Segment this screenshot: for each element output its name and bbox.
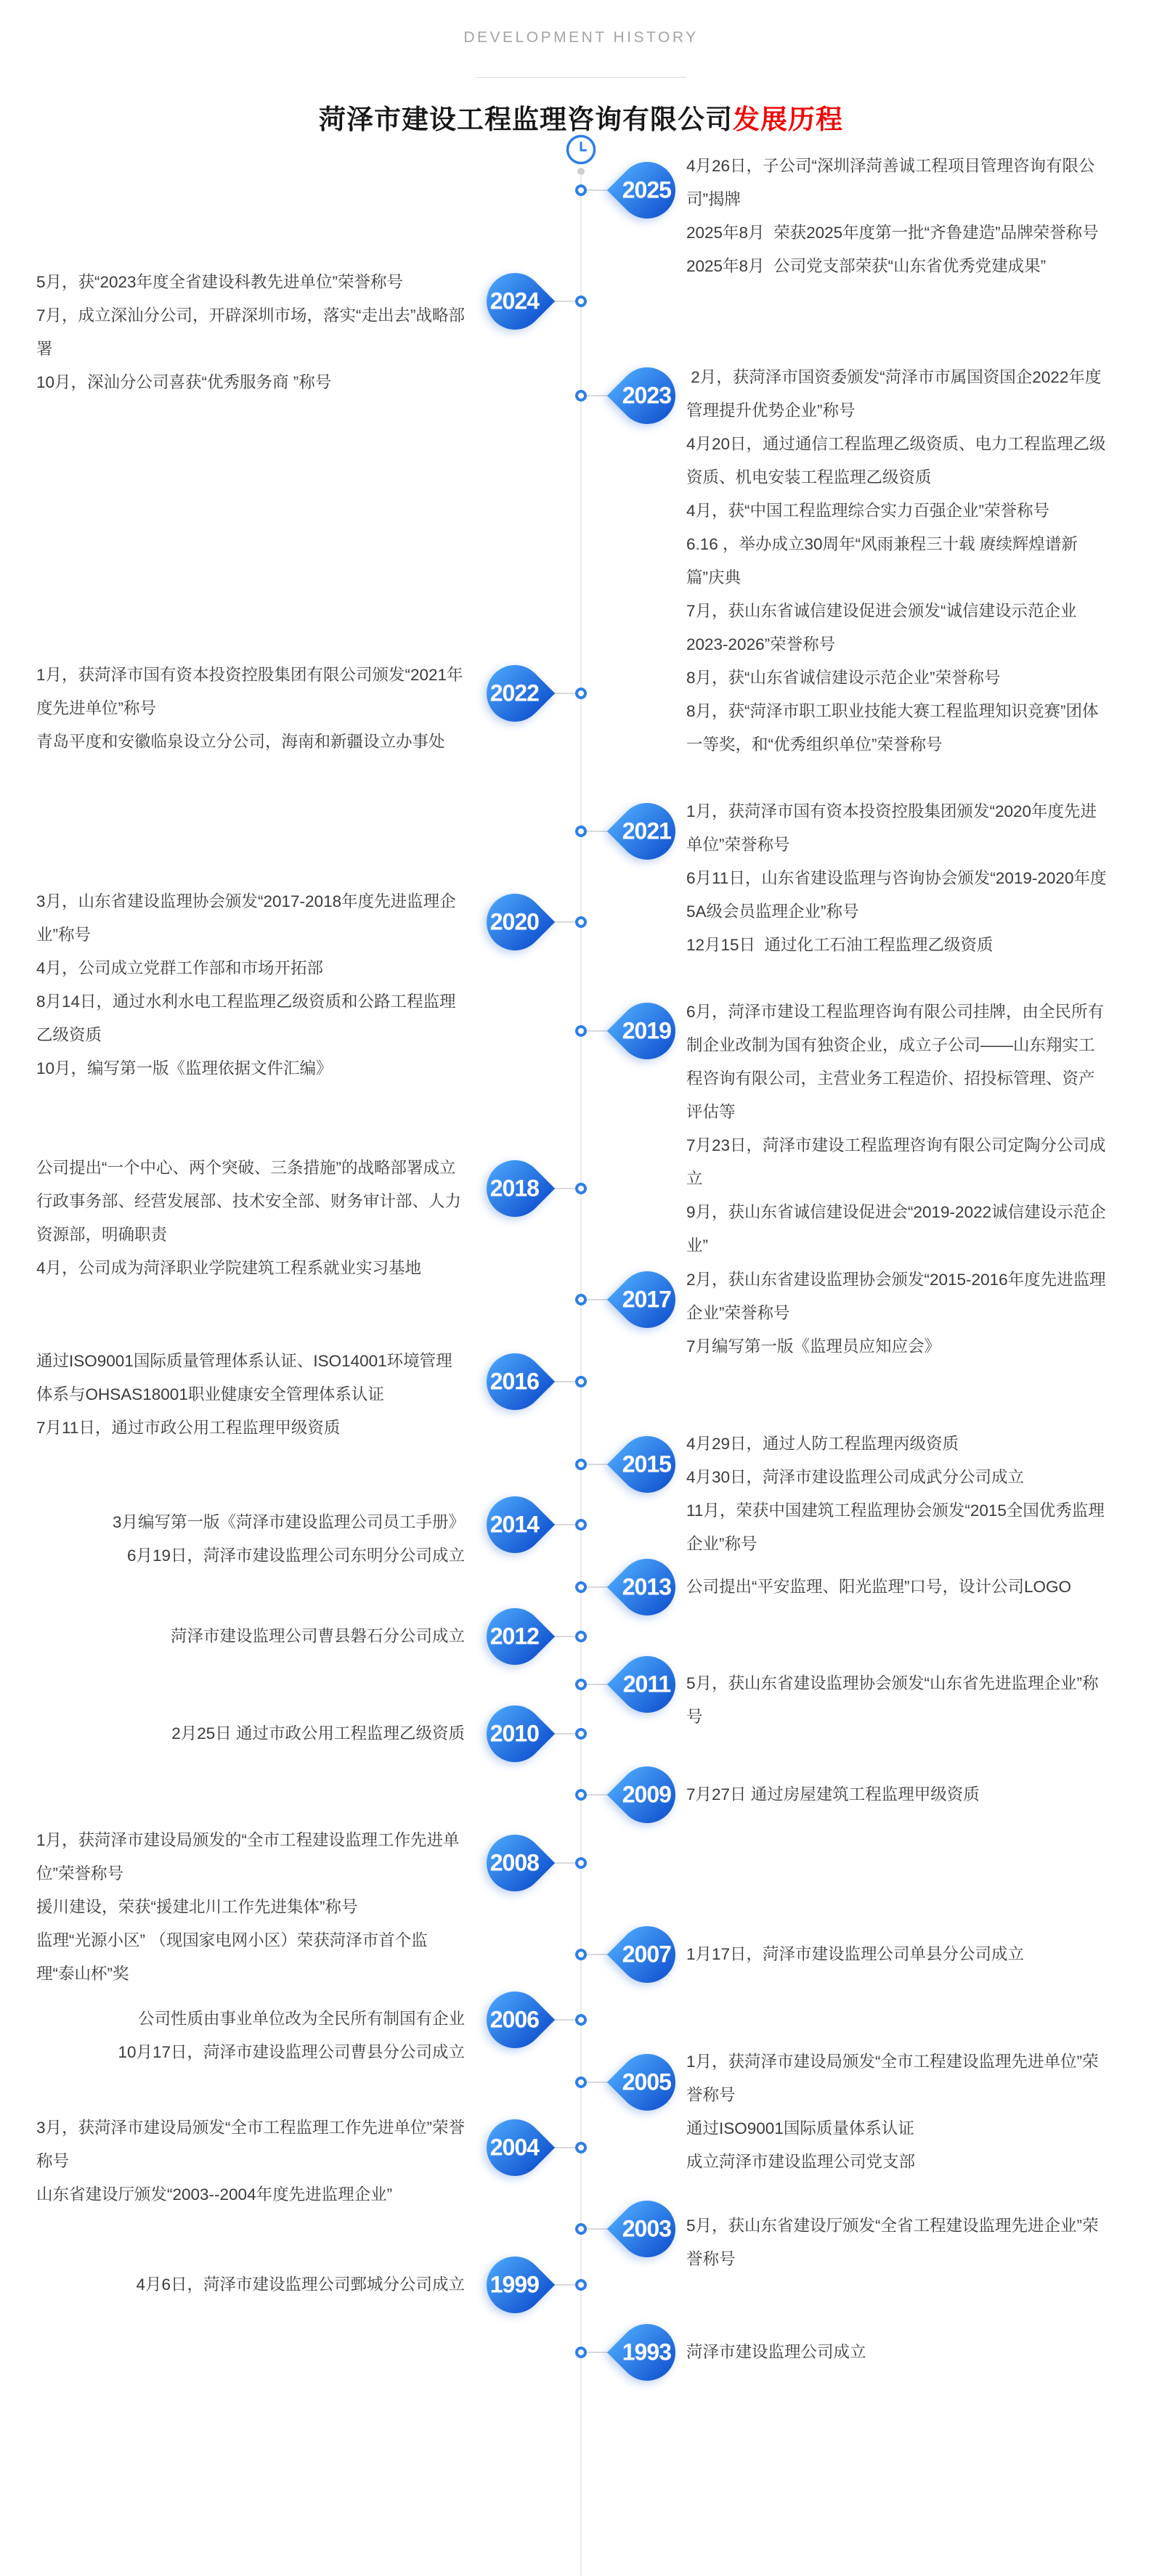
year-label: 2023 [622, 382, 672, 409]
timeline-events [686, 1938, 1108, 1971]
event-text: 3月编写第一版《菏泽市建设监理公司员工手册》 [112, 1513, 465, 1531]
timeline-dot [575, 1294, 587, 1305]
timeline-dot [575, 1631, 587, 1642]
year-bubble [475, 653, 555, 733]
timeline-dot [575, 295, 587, 307]
year-bubble [607, 2042, 687, 2122]
event-text: 4月29日，通过人防工程监理丙级资质 [686, 1435, 959, 1453]
event-text: 8月14日，通过水利水电工程监理乙级资质和公路工程监理乙级资质 [36, 993, 456, 1044]
event-text: 4月6日，菏泽市建设监理公司鄄城分公司成立 [136, 2275, 465, 2294]
timeline-events [36, 2111, 465, 2212]
event-text: 2月，获山东省建设监理协会颁发“2015-2016年度先进监理企业”荣誉称号 [686, 1271, 1106, 1322]
event-text: 4月30日，菏泽市建设监理公司成武分公司成立 [686, 1468, 1025, 1486]
event-text: 7月23日，菏泽市建设工程监理咨询有限公司定陶分公司成立 [686, 1136, 1106, 1188]
event-text: 1月17日，菏泽市建设监理公司单县分公司成立 [686, 1945, 1025, 1963]
timeline-dot [575, 2347, 587, 2358]
timeline-events [36, 1152, 465, 1285]
year-label: 2008 [490, 1849, 540, 1876]
timeline-dot [575, 2014, 587, 2026]
year-label: 2005 [622, 2068, 672, 2095]
timeline-events [686, 1778, 1108, 1811]
event-text: 6.16 ，举办成立30周年“风雨兼程三十载 赓续辉煌谱新篇”庆典 [686, 535, 1078, 587]
year-bubble [475, 1694, 555, 1774]
event-text: 5月，获“2023年度全省建设科教先进单位”荣誉称号 [36, 273, 404, 291]
event-text: 7月，获山东省诚信建设促进会颁发“诚信建设示范企业2023-2026”荣誉称号 [686, 602, 1077, 653]
year-bubble [475, 1342, 555, 1422]
timeline-events [36, 1717, 465, 1750]
year-bubble [607, 991, 687, 1071]
year-bubble [607, 791, 687, 871]
year-bubble [607, 2312, 687, 2392]
timeline-events [686, 2336, 1108, 2369]
year-label: 1993 [622, 2339, 672, 2365]
timeline-dot [575, 1949, 587, 1960]
event-text: 4月20日，通过通信工程监理乙级资质、电力工程监理乙级资质、机电安装工程监理乙级资质 [686, 435, 1106, 486]
title-highlight: 发展历程 [733, 105, 843, 134]
page-title [0, 97, 1162, 136]
year-bubble [607, 2189, 687, 2269]
event-text: 监理“光源小区” （现国家电网小区）荣获菏泽市首个监理“泰山杯”奖 [36, 1931, 428, 1983]
event-text: 5月，获山东省建设厅颁发“全省工程建设监理先进企业”荣誉称号 [686, 2217, 1099, 2268]
year-label: 2021 [622, 818, 672, 844]
timeline-dot [575, 1519, 587, 1530]
event-text: 通过ISO9001国际质量体系认证 [686, 2119, 914, 2137]
year-label: 2004 [490, 2134, 540, 2161]
event-text: 2月，获菏泽市国资委颁发“菏泽市市属国资国企2022年度管理提升优势企业”称号 [686, 368, 1102, 420]
year-bubble [607, 1424, 687, 1504]
year-bubble [475, 1823, 555, 1903]
timeline-events [36, 885, 465, 1085]
event-text: 9月，获山东省诚信建设促进会“2019-2022诚信建设示范企业” [686, 1203, 1106, 1255]
timeline-events [36, 659, 465, 759]
event-text: 8月，获“山东省诚信建设示范企业”荣誉称号 [686, 669, 1001, 687]
event-text: 3月，获菏泽市建设局颁发“全市工程监理工作先进单位”荣誉称号 [36, 2119, 465, 2170]
year-label: 2019 [622, 1017, 672, 1044]
event-text: 4月，公司成立党群工作部和市场开拓部 [36, 959, 324, 977]
year-label: 2010 [490, 1720, 540, 1747]
event-text: 1月，获菏泽市建设局颁发的“全市工程建设监理工作先进单位”荣誉称号 [36, 1831, 460, 1883]
event-text: 1月，获菏泽市国有资本投资控股集团颁发“2020年度先进单位”荣誉称号 [686, 802, 1097, 854]
timeline-dot [575, 1376, 587, 1387]
year-label: 2018 [490, 1175, 540, 1202]
timeline-events [686, 150, 1108, 283]
timeline-dot [575, 2223, 587, 2235]
timeline-events [686, 1667, 1108, 1734]
event-text: 8月，获“菏泽市职工职业技能大赛工程监理知识竞赛”团体一等奖，和“优秀组织单位”荣誉称号 [686, 702, 1099, 754]
event-text: 10月17日，菏泽市建设监理公司曹县分公司成立 [118, 2043, 465, 2061]
year-bubble [475, 261, 555, 341]
event-text: 4月，公司成为菏泽职业学院建筑工程系就业实习基地 [36, 1259, 422, 1277]
timeline-events [686, 995, 1108, 1263]
year-label: 2024 [490, 288, 540, 314]
timeline-events [686, 2045, 1108, 2179]
event-text: 山东省建设厅颁发“2003--2004年度先进监理企业” [36, 2185, 393, 2204]
event-text: 4月26日，子公司“深圳泽菏善诚工程项目管理咨询有限公司”揭牌 [686, 157, 1095, 208]
year-label: 2012 [490, 1623, 540, 1650]
event-text: 6月11日，山东省建设监理与咨询协会颁发“2019-2020年度5A级会员监理企业”称号 [686, 869, 1107, 921]
header-divider [476, 77, 686, 78]
timeline-dot [575, 1459, 587, 1470]
timeline-dot [575, 2076, 587, 2088]
event-text: 6月19日，菏泽市建设监理公司东明分公司成立 [126, 1546, 465, 1565]
timeline-dot [575, 916, 587, 928]
year-label: 2013 [622, 1573, 672, 1600]
event-text: 7月编写第一版《监理员应知应会》 [686, 1337, 941, 1356]
event-text: 4月，获“中国工程监理综合实力百强企业”荣誉称号 [686, 502, 1049, 520]
year-label: 2009 [622, 1781, 672, 1808]
timeline-dot [575, 688, 587, 699]
event-text: 公司提出“平安监理、阳光监理”口号，设计公司LOGO [686, 1578, 1072, 1596]
company-name: 菏泽市建设工程监理咨询有限公司 [319, 105, 733, 134]
year-label: 2006 [490, 2006, 540, 2033]
event-text: 1月，获菏泽市建设局颁发“全市工程建设监理先进单位”荣誉称号 [686, 2053, 1099, 2104]
event-text: 12月15日 通过化工石油工程监理乙级资质 [686, 936, 994, 954]
timeline-dot [575, 1183, 587, 1194]
year-label: 1999 [490, 2271, 540, 2298]
timeline-events [36, 1824, 465, 1991]
year-label: 2003 [622, 2215, 672, 2242]
year-bubble [607, 1260, 687, 1340]
year-label: 2022 [490, 680, 540, 706]
timeline-events [36, 1345, 465, 1445]
year-bubble [607, 1755, 687, 1835]
event-text: 7月，成立深汕分公司，开辟深圳市场，落实“走出去”战略部署 [36, 306, 465, 358]
event-text: 菏泽市建设监理公司曹县磐石分公司成立 [170, 1627, 465, 1645]
timeline-dot [575, 1789, 587, 1801]
timeline-events [36, 1506, 465, 1573]
year-label: 2016 [490, 1368, 540, 1395]
clock-icon [565, 134, 597, 166]
timeline-events [686, 795, 1108, 962]
timeline-dot [575, 1581, 587, 1593]
year-bubble [475, 2108, 555, 2188]
year-label: 2025 [622, 176, 672, 203]
year-bubble [475, 1149, 555, 1228]
event-text: 青岛平度和安徽临泉设立分公司，海南和新疆设立办事处 [36, 733, 445, 751]
year-bubble [475, 882, 555, 962]
section-eyebrow: DEVELOPMENT HISTORY [463, 29, 699, 46]
year-bubble [475, 1485, 555, 1565]
year-bubble [607, 1644, 687, 1724]
timeline-dot [575, 1679, 587, 1690]
event-text: 5月，获山东省建设监理协会颁发“山东省先进监理企业”称号 [686, 1674, 1099, 1726]
year-bubble [607, 356, 687, 436]
timeline-dot [575, 826, 587, 837]
event-text: 3月，山东省建设监理协会颁发“2017-2018年度先进监理企业”称号 [36, 892, 456, 944]
timeline-events [36, 1620, 465, 1653]
year-label: 2015 [622, 1451, 672, 1477]
timeline-dot [575, 1025, 587, 1037]
year-label: 2014 [490, 1511, 540, 1538]
timeline-dot [575, 1857, 587, 1869]
timeline-events [686, 1263, 1108, 1364]
event-text: 11月，荣获中国建筑工程监理协会颁发“2015全国优秀监理企业”称号 [686, 1501, 1105, 1553]
timeline-dot [575, 184, 587, 196]
event-text: 7月11日，通过市政公用工程监理甲级资质 [36, 1419, 341, 1437]
timeline-events [36, 2002, 465, 2069]
timeline-dot [575, 2142, 587, 2153]
year-label: 2011 [623, 1671, 671, 1697]
event-text: 成立菏泽市建设监理公司党支部 [686, 2153, 916, 2171]
year-bubble [607, 1915, 687, 1994]
year-bubble [607, 1547, 687, 1627]
timeline-events [36, 266, 465, 399]
event-text: 10月，编写第一版《监理依据文件汇编》 [36, 1059, 333, 1077]
year-label: 2007 [622, 1941, 672, 1968]
year-label: 2017 [622, 1286, 672, 1313]
timeline-dot [575, 1728, 587, 1740]
event-text: 菏泽市建设监理公司成立 [686, 2343, 866, 2361]
timeline-events [686, 2209, 1108, 2276]
year-label: 2020 [490, 908, 540, 935]
event-text: 2月25日 通过市政公用工程监理乙级资质 [171, 1724, 465, 1743]
timeline-dot [575, 390, 587, 402]
year-bubble [475, 1597, 555, 1676]
year-bubble [475, 1980, 555, 2060]
event-text: 2025年8月 荣获2025年度第一批“齐鲁建造”品牌荣誉称号 [686, 224, 1099, 242]
year-bubble [475, 2245, 555, 2325]
event-text: 援川建设，荣获“援建北川工作先进集体”称号 [36, 1898, 358, 1916]
event-text: 7月27日 通过房屋建筑工程监理甲级资质 [686, 1785, 980, 1803]
event-text: 10月，深汕分公司喜获“优秀服务商 ”称号 [36, 373, 332, 391]
timeline-dot [575, 2279, 587, 2291]
timeline-events [36, 2268, 465, 2302]
timeline-events [686, 361, 1108, 762]
event-text: 2025年8月 公司党支部荣获“山东省优秀党建成果” [686, 257, 1047, 275]
event-text: 公司提出“一个中心、两个突破、三条措施”的战略部署成立行政事务部、经营发展部、技术安全部、财务审计部、人力资源部，明确职责 [36, 1159, 462, 1244]
year-bubble [607, 150, 687, 230]
timeline-events [686, 1570, 1108, 1604]
timeline-events [686, 1427, 1108, 1561]
timeline-axis [580, 174, 582, 2576]
event-text: 1月，获菏泽市国有资本投资控股集团有限公司颁发“2021年度先进单位”称号 [36, 666, 463, 717]
event-text: 6月，菏泽市建设工程监理咨询有限公司挂牌，由全民所有制企业改制为国有独资企业，成立子公司——山东翔实工程咨询有限公司，主营业务工程造价、招投标管理、资产评估等 [686, 1003, 1105, 1121]
event-text: 通过ISO9001国际质量管理体系认证、ISO14001环境管理体系与OHSAS18001职业健康安全管理体系认证 [36, 1352, 452, 1403]
event-text: 公司性质由事业单位改为全民所有制国有企业 [137, 2010, 465, 2028]
